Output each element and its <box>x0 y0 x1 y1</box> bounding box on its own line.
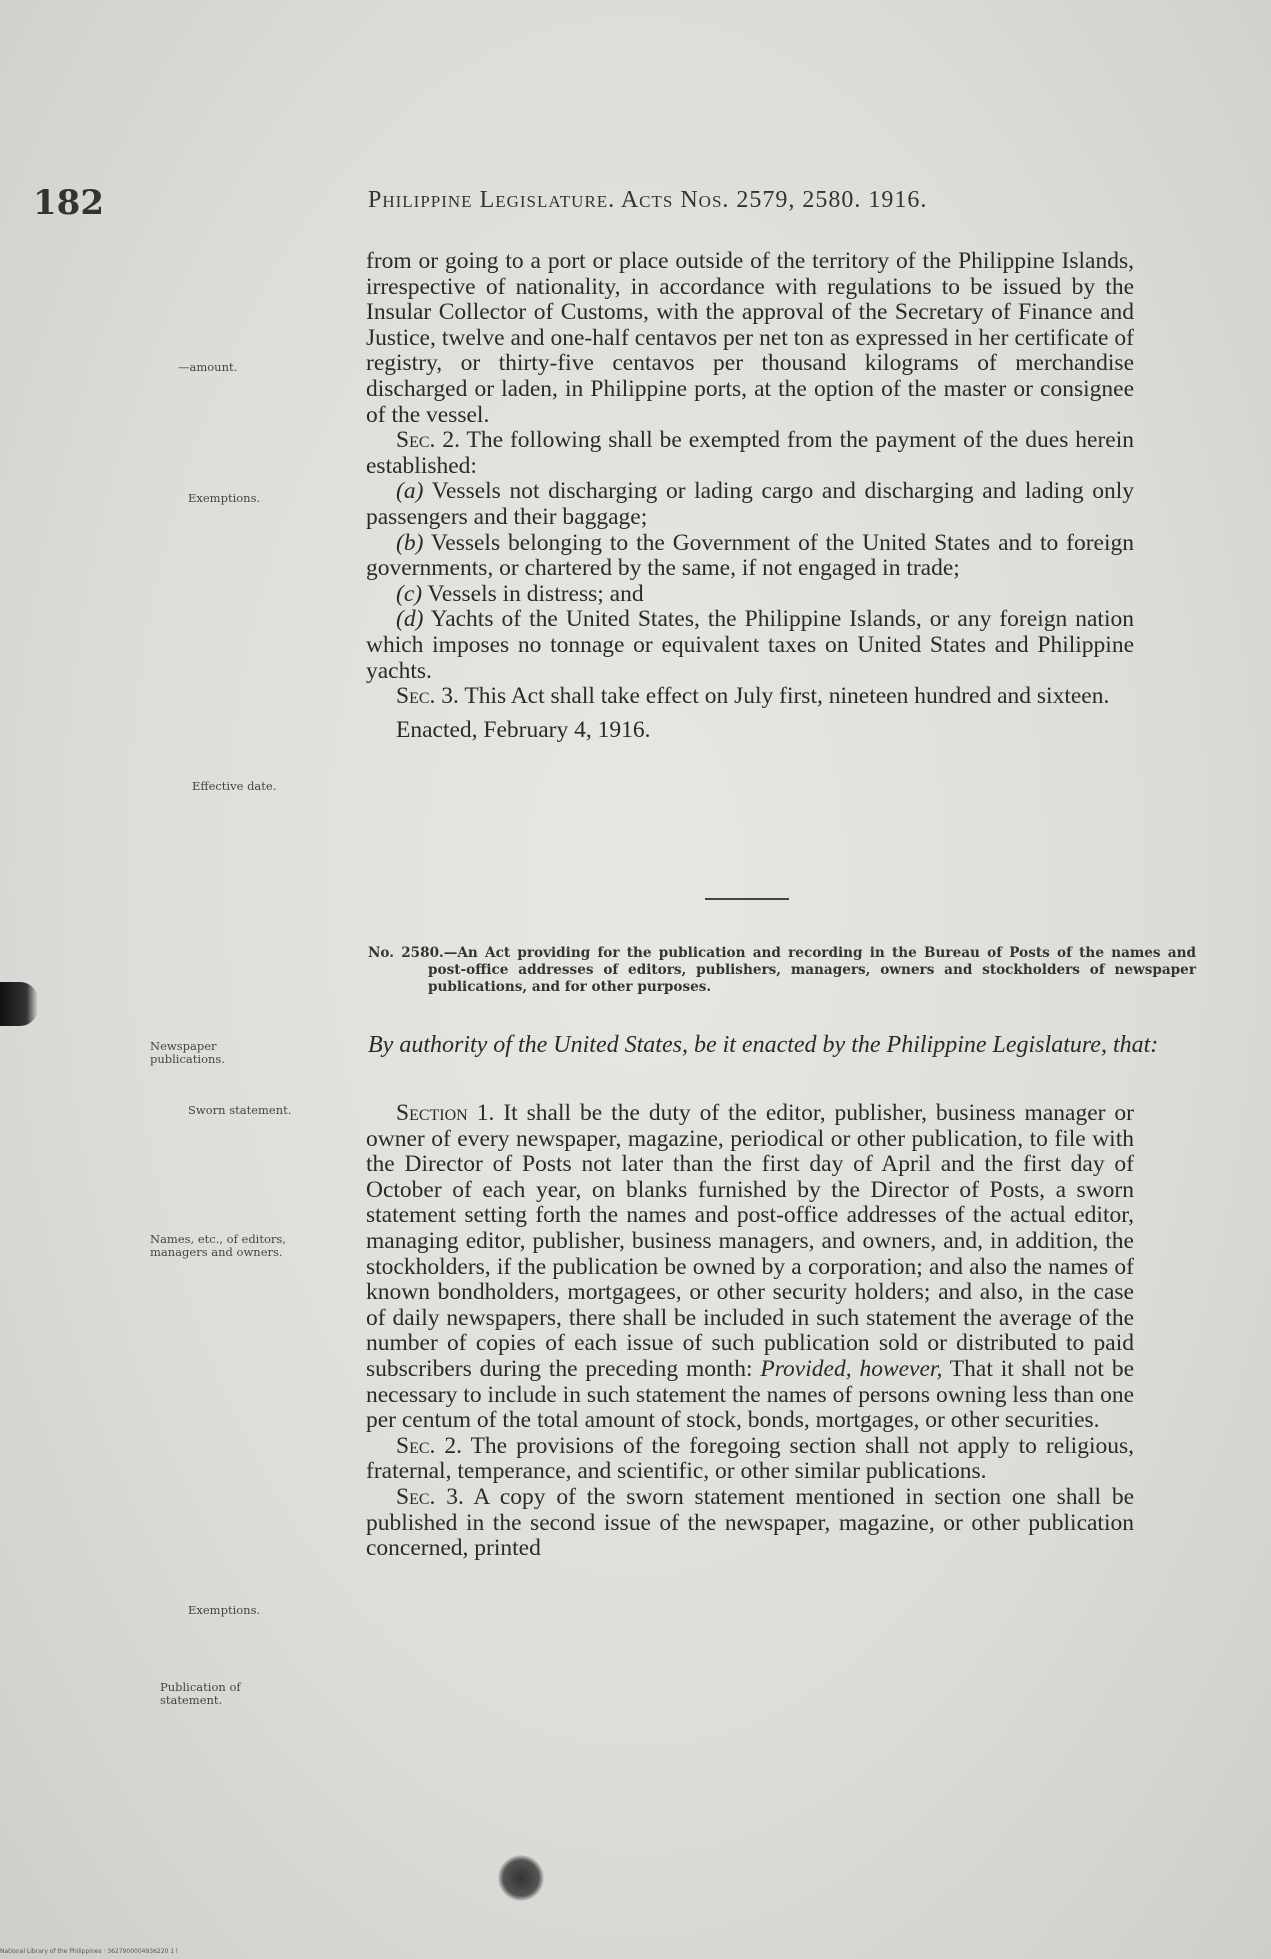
item-a-label: (a) <box>396 478 424 505</box>
margin-note-effective-date: Effective date. <box>192 779 277 793</box>
act-2580-title: No. 2580.—An Act providing for the publication and recording in the Bureau of Posts of the names and post-office addresses of editors, publishers, managers, owners and stockholders of newspaper publications, and for other purposes. <box>368 945 1196 995</box>
binding-tab-mark <box>0 982 38 1026</box>
item-d-text: Yachts of the United States, the Philippine Islands, or any foreign nation which imposes no tonnage or equivalent taxes on United States and Philippine yachts. <box>366 606 1134 684</box>
source-strip: National Library of the Philippines · 3627900004936220 1 l <box>0 1948 178 1955</box>
sec2-paragraph <box>366 428 1134 479</box>
sec3-2580-paragraph <box>366 1485 1134 1562</box>
item-d-label: (d) <box>396 606 424 633</box>
margin-note-newspaper: Newspaper publications. <box>150 1039 225 1066</box>
ink-blot <box>498 1855 544 1901</box>
margin-note-exemptions-2: Exemptions. <box>188 1603 261 1617</box>
running-title: Philippine Legislature. Acts Nos. 2579, 2580. 1916. <box>368 187 928 213</box>
enacted-date: Enacted, February 4, 1916. <box>396 716 651 743</box>
sec2-text: The following shall be exempted from the payment of the dues herein established: <box>366 427 1134 479</box>
item-c-label: (c) <box>396 580 423 607</box>
sec2-2580-paragraph <box>366 1434 1134 1485</box>
section1-text: It shall be the duty of the editor, publisher, business manager or owner of every newspaper, magazine, periodical or other publication, to file with the Director of Posts not later than the first day of April and the first day of October of each year, on blanks furnished by the Director of Posts, a sworn statement setting forth the names and post-office addresses of the actual editor, managing editor, publisher, business managers, and owners, and, in addition, the stockholders, if the publication be owned by a corporation; and also the names of known bondholders, mortgagees, or other security holders; and also, in the case of daily newspapers, there shall be included in such statement the average of the number of copies of each issue of such publication sold or distributed to paid subscribers during the preceding month: <box>366 1100 1134 1382</box>
section-divider <box>705 898 789 900</box>
page-header <box>0 183 1271 223</box>
page-number: 182 <box>33 183 104 223</box>
item-b <box>366 531 1134 582</box>
margin-note-names: Names, etc., of editors, managers and owners. <box>150 1232 286 1259</box>
section1-proviso: That it shall not be necessary to include in such statement the names of persons owning less than one per centum of the total amount of stock, bonds, mortgages, or other securities. <box>366 1355 1135 1434</box>
sec3-text: This Act shall take effect on July first, nineteen hundred and sixteen. <box>464 683 1110 710</box>
sec3-2580-label: Sec. 3. <box>396 1483 464 1510</box>
item-c-text: Vessels in distress; and <box>427 580 644 607</box>
sec3-label: Sec. 3. <box>396 683 459 710</box>
act-2579-continuation <box>366 249 1134 743</box>
sec3-2580-text: A copy of the sworn statement mentioned in section one shall be published in the second issue of the newspaper, magazine, or other publication concerned, printed <box>366 1483 1135 1562</box>
margin-note-exemptions: Exemptions. <box>188 491 261 505</box>
margin-note-publication: Publication of statement. <box>160 1680 241 1707</box>
act-2580-body <box>366 1101 1134 1562</box>
item-a <box>366 479 1134 530</box>
margin-note-amount: —amount. <box>178 360 238 374</box>
margin-note-sworn-statement: Sworn statement. <box>188 1103 292 1117</box>
sec2-2580-text: The provisions of the foregoing section shall not apply to religious, fraternal, temperance, and scientific, or other similar publications. <box>366 1432 1135 1485</box>
continuation-paragraph: from or going to a port or place outside of the territory of the Philippine Islands, irrespective of nationality, in accordance with regulations to be issued by the Insular Collector of Customs, with the approval of the Secretary of Finance and Justice, twelve and one-half centavos per net ton as expressed in her certificate of registry, or thirty-five centavos per thousand kilograms of merchandise discharged or laden, in Philippine ports, at the option of the master or consignee of the vessel. <box>366 248 1134 428</box>
sec2-2580-label: Sec. 2. <box>396 1432 462 1459</box>
proviso-italic: Provided, however, <box>760 1355 943 1382</box>
enacting-clause: By authority of the United States, be it enacted by the Philippine Legislature, that: <box>368 1032 1159 1058</box>
item-b-label: (b) <box>396 529 424 556</box>
section1-label: Section 1. <box>396 1100 495 1126</box>
item-a-text: Vessels not discharging or lading cargo and discharging and lading only passengers and their baggage; <box>366 478 1135 530</box>
item-c <box>366 582 1134 608</box>
item-d <box>366 607 1134 684</box>
sec2-label: Sec. 2. <box>396 427 460 454</box>
item-b-text: Vessels belonging to the Government of the United States and to foreign governments, or chartered by the same, if not engaged in trade; <box>366 529 1135 582</box>
section1-paragraph <box>366 1101 1134 1434</box>
sec3-paragraph <box>366 684 1134 710</box>
